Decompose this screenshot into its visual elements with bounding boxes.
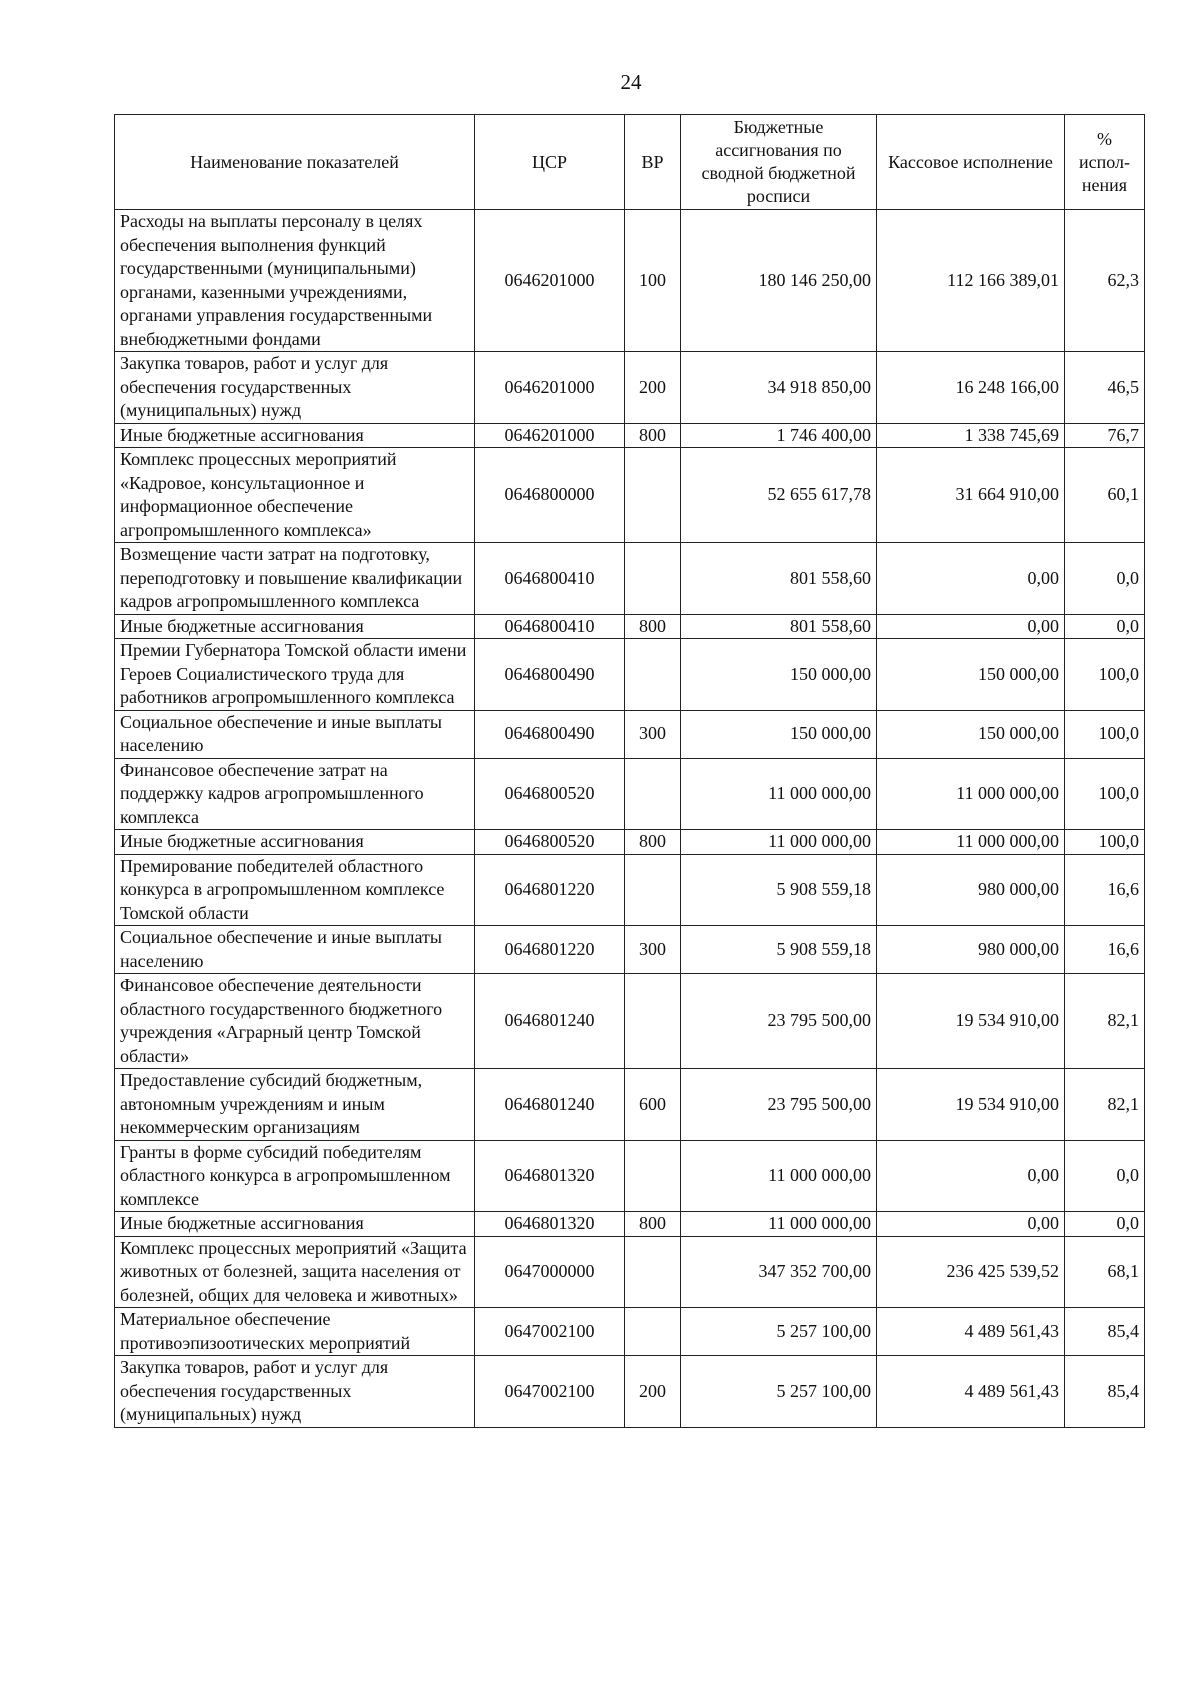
row-name-cell: Комплекс процессных мероприятий «Защита животных от болезней, защита населения от болезней, общих для человека и животных» bbox=[115, 1236, 475, 1308]
row-pct-cell: 100,0 bbox=[1065, 830, 1145, 855]
row-pct-cell: 46,5 bbox=[1065, 352, 1145, 424]
row-vr-cell: 200 bbox=[625, 352, 681, 424]
row-csr-cell: 0646800000 bbox=[475, 448, 625, 543]
table-row bbox=[115, 543, 1145, 615]
row-pct-cell: 100,0 bbox=[1065, 710, 1145, 758]
row-csr-cell: 0646800520 bbox=[475, 758, 625, 830]
row-name-cell: Премии Губернатора Томской области имени Героев Социалистического труда для работников агропромышленного комплекса bbox=[115, 639, 475, 711]
row-csr-cell: 0646801240 bbox=[475, 1069, 625, 1141]
table-row bbox=[115, 423, 1145, 448]
row-budget-cell: 801 558,60 bbox=[681, 543, 877, 615]
budget-execution-table bbox=[114, 114, 1145, 1428]
row-budget-cell: 11 000 000,00 bbox=[681, 830, 877, 855]
table-row bbox=[115, 210, 1145, 352]
row-name-cell: Финансовое обеспечение деятельности областного государственного бюджетного учреждения «Аграрный центр Томской области» bbox=[115, 974, 475, 1069]
row-csr-cell: 0646800410 bbox=[475, 614, 625, 639]
row-name-cell: Расходы на выплаты персоналу в целях обеспечения выполнения функций государственными (муниципальными) органами, казенными учреждениями, органами управления государственными внебюджетными фондами bbox=[115, 210, 475, 352]
row-vr-cell: 800 bbox=[625, 1212, 681, 1237]
row-cash-cell: 19 534 910,00 bbox=[877, 1069, 1065, 1141]
row-pct-cell: 85,4 bbox=[1065, 1308, 1145, 1356]
table-row bbox=[115, 830, 1145, 855]
row-csr-cell: 0647002100 bbox=[475, 1356, 625, 1428]
row-csr-cell: 0646201000 bbox=[475, 423, 625, 448]
row-name-cell: Материальное обеспечение противоэпизоотических мероприятий bbox=[115, 1308, 475, 1356]
row-pct-cell: 68,1 bbox=[1065, 1236, 1145, 1308]
row-cash-cell: 31 664 910,00 bbox=[877, 448, 1065, 543]
header-cash: Кассовое исполнение bbox=[877, 115, 1065, 210]
row-name-cell: Закупка товаров, работ и услуг для обеспечения государственных (муниципальных) нужд bbox=[115, 352, 475, 424]
row-csr-cell: 0646800410 bbox=[475, 543, 625, 615]
row-pct-cell: 85,4 bbox=[1065, 1356, 1145, 1428]
row-budget-cell: 52 655 617,78 bbox=[681, 448, 877, 543]
row-budget-cell: 11 000 000,00 bbox=[681, 758, 877, 830]
row-budget-cell: 5 908 559,18 bbox=[681, 926, 877, 974]
row-csr-cell: 0646801320 bbox=[475, 1140, 625, 1212]
row-name-cell: Иные бюджетные ассигнования bbox=[115, 423, 475, 448]
row-pct-cell: 62,3 bbox=[1065, 210, 1145, 352]
row-name-cell: Комплекс процессных мероприятий «Кадровое, консультационное и информационное обеспечение агропромышленного комплекса» bbox=[115, 448, 475, 543]
row-name-cell: Гранты в форме субсидий победителям областного конкурса в агропромышленном комплексе bbox=[115, 1140, 475, 1212]
row-csr-cell: 0646801320 bbox=[475, 1212, 625, 1237]
row-csr-cell: 0647000000 bbox=[475, 1236, 625, 1308]
table-row bbox=[115, 639, 1145, 711]
row-budget-cell: 801 558,60 bbox=[681, 614, 877, 639]
row-cash-cell: 150 000,00 bbox=[877, 639, 1065, 711]
row-budget-cell: 23 795 500,00 bbox=[681, 974, 877, 1069]
row-budget-cell: 11 000 000,00 bbox=[681, 1212, 877, 1237]
row-cash-cell: 0,00 bbox=[877, 1140, 1065, 1212]
row-vr-cell bbox=[625, 1140, 681, 1212]
row-pct-cell: 100,0 bbox=[1065, 758, 1145, 830]
row-cash-cell: 0,00 bbox=[877, 543, 1065, 615]
row-budget-cell: 34 918 850,00 bbox=[681, 352, 877, 424]
table-row bbox=[115, 1236, 1145, 1308]
row-csr-cell: 0646801220 bbox=[475, 926, 625, 974]
row-pct-cell: 0,0 bbox=[1065, 1212, 1145, 1237]
row-vr-cell: 600 bbox=[625, 1069, 681, 1141]
row-vr-cell: 200 bbox=[625, 1356, 681, 1428]
table-row bbox=[115, 1140, 1145, 1212]
row-vr-cell: 300 bbox=[625, 710, 681, 758]
row-cash-cell: 11 000 000,00 bbox=[877, 830, 1065, 855]
row-pct-cell: 16,6 bbox=[1065, 854, 1145, 926]
row-name-cell: Иные бюджетные ассигнования bbox=[115, 1212, 475, 1237]
row-vr-cell: 800 bbox=[625, 614, 681, 639]
row-name-cell: Социальное обеспечение и иные выплаты населению bbox=[115, 926, 475, 974]
table-row bbox=[115, 448, 1145, 543]
row-name-cell: Премирование победителей областного конкурса в агропромышленном комплексе Томской области bbox=[115, 854, 475, 926]
header-vr: ВР bbox=[625, 115, 681, 210]
row-budget-cell: 5 908 559,18 bbox=[681, 854, 877, 926]
header-budget: Бюджетные ассигнования по сводной бюджетной росписи bbox=[681, 115, 877, 210]
row-name-cell: Иные бюджетные ассигнования bbox=[115, 830, 475, 855]
row-vr-cell: 100 bbox=[625, 210, 681, 352]
row-vr-cell bbox=[625, 1236, 681, 1308]
row-cash-cell: 4 489 561,43 bbox=[877, 1356, 1065, 1428]
row-budget-cell: 347 352 700,00 bbox=[681, 1236, 877, 1308]
header-csr: ЦСР bbox=[475, 115, 625, 210]
row-pct-cell: 0,0 bbox=[1065, 543, 1145, 615]
row-vr-cell bbox=[625, 1308, 681, 1356]
row-csr-cell: 0646800490 bbox=[475, 710, 625, 758]
row-cash-cell: 150 000,00 bbox=[877, 710, 1065, 758]
row-pct-cell: 82,1 bbox=[1065, 1069, 1145, 1141]
row-cash-cell: 16 248 166,00 bbox=[877, 352, 1065, 424]
row-pct-cell: 0,0 bbox=[1065, 614, 1145, 639]
row-cash-cell: 4 489 561,43 bbox=[877, 1308, 1065, 1356]
row-budget-cell: 150 000,00 bbox=[681, 710, 877, 758]
row-pct-cell: 0,0 bbox=[1065, 1140, 1145, 1212]
header-name: Наименование показателей bbox=[115, 115, 475, 210]
row-name-cell: Возмещение части затрат на подготовку, переподготовку и повышение квалификации кадров агропромышленного комплекса bbox=[115, 543, 475, 615]
row-name-cell: Предоставление субсидий бюджетным, автономным учреждениям и иным некоммерческим организациям bbox=[115, 1069, 475, 1141]
row-budget-cell: 5 257 100,00 bbox=[681, 1356, 877, 1428]
row-budget-cell: 1 746 400,00 bbox=[681, 423, 877, 448]
row-name-cell: Финансовое обеспечение затрат на поддержку кадров агропромышленного комплекса bbox=[115, 758, 475, 830]
row-vr-cell: 800 bbox=[625, 830, 681, 855]
row-vr-cell bbox=[625, 448, 681, 543]
row-csr-cell: 0647002100 bbox=[475, 1308, 625, 1356]
row-csr-cell: 0646800490 bbox=[475, 639, 625, 711]
table-row bbox=[115, 1069, 1145, 1141]
row-vr-cell bbox=[625, 639, 681, 711]
row-cash-cell: 236 425 539,52 bbox=[877, 1236, 1065, 1308]
row-name-cell: Иные бюджетные ассигнования bbox=[115, 614, 475, 639]
row-name-cell: Закупка товаров, работ и услуг для обеспечения государственных (муниципальных) нужд bbox=[115, 1356, 475, 1428]
row-pct-cell: 16,6 bbox=[1065, 926, 1145, 974]
row-vr-cell: 300 bbox=[625, 926, 681, 974]
row-budget-cell: 150 000,00 bbox=[681, 639, 877, 711]
table-row bbox=[115, 1212, 1145, 1237]
row-budget-cell: 180 146 250,00 bbox=[681, 210, 877, 352]
row-budget-cell: 11 000 000,00 bbox=[681, 1140, 877, 1212]
row-vr-cell bbox=[625, 854, 681, 926]
table-row bbox=[115, 974, 1145, 1069]
row-csr-cell: 0646201000 bbox=[475, 352, 625, 424]
row-csr-cell: 0646201000 bbox=[475, 210, 625, 352]
row-pct-cell: 76,7 bbox=[1065, 423, 1145, 448]
table-body bbox=[115, 210, 1145, 1428]
row-cash-cell: 980 000,00 bbox=[877, 854, 1065, 926]
table-row bbox=[115, 1356, 1145, 1428]
row-pct-cell: 82,1 bbox=[1065, 974, 1145, 1069]
page-number: 24 bbox=[620, 70, 642, 94]
table-header-row bbox=[115, 115, 1145, 210]
row-cash-cell: 112 166 389,01 bbox=[877, 210, 1065, 352]
row-pct-cell: 100,0 bbox=[1065, 639, 1145, 711]
row-csr-cell: 0646800520 bbox=[475, 830, 625, 855]
row-vr-cell bbox=[625, 974, 681, 1069]
row-csr-cell: 0646801240 bbox=[475, 974, 625, 1069]
row-cash-cell: 1 338 745,69 bbox=[877, 423, 1065, 448]
row-name-cell: Социальное обеспечение и иные выплаты населению bbox=[115, 710, 475, 758]
row-csr-cell: 0646801220 bbox=[475, 854, 625, 926]
row-cash-cell: 0,00 bbox=[877, 1212, 1065, 1237]
table-row bbox=[115, 1308, 1145, 1356]
row-cash-cell: 0,00 bbox=[877, 614, 1065, 639]
row-vr-cell bbox=[625, 543, 681, 615]
row-budget-cell: 5 257 100,00 bbox=[681, 1308, 877, 1356]
table-row bbox=[115, 758, 1145, 830]
row-vr-cell bbox=[625, 758, 681, 830]
row-cash-cell: 19 534 910,00 bbox=[877, 974, 1065, 1069]
header-pct: % испол-нения bbox=[1065, 115, 1145, 210]
table-row bbox=[115, 614, 1145, 639]
row-vr-cell: 800 bbox=[625, 423, 681, 448]
row-cash-cell: 980 000,00 bbox=[877, 926, 1065, 974]
row-budget-cell: 23 795 500,00 bbox=[681, 1069, 877, 1141]
table-row bbox=[115, 710, 1145, 758]
table-row bbox=[115, 352, 1145, 424]
table-row bbox=[115, 854, 1145, 926]
row-pct-cell: 60,1 bbox=[1065, 448, 1145, 543]
row-cash-cell: 11 000 000,00 bbox=[877, 758, 1065, 830]
table-row bbox=[115, 926, 1145, 974]
